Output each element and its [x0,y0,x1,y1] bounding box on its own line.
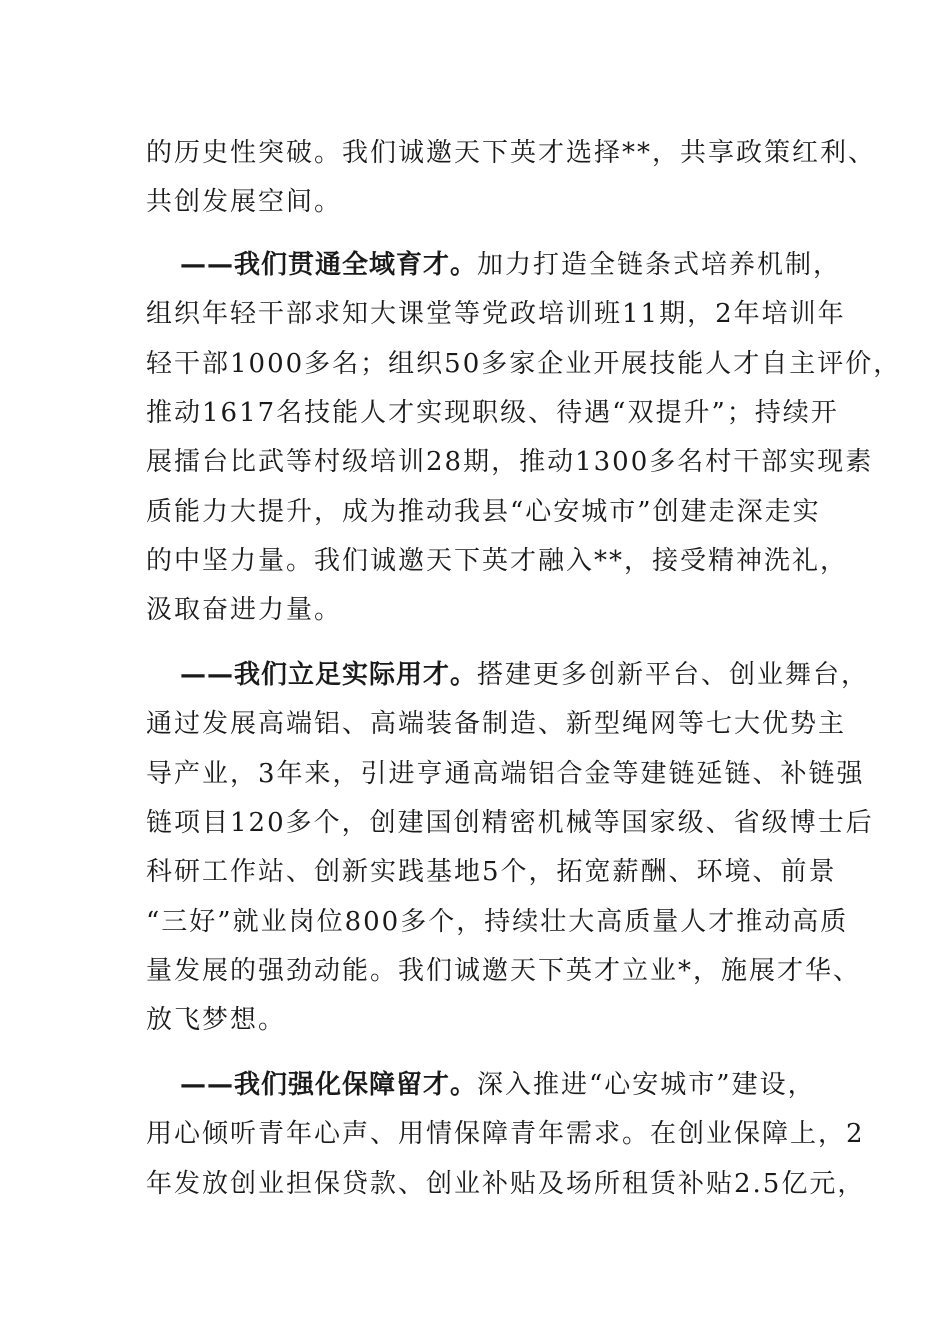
text-line: 通过发展高端铝、高端装备制造、新型绳网等七大优势主 [146,709,847,739]
text-line: 共创发展空间。 [146,187,343,217]
text-line: 用心倾听青年心声、用情保障青年需求。在创业保障上，2 [146,1119,865,1149]
text-run: 深入推进“心安城市”建设， [477,1070,816,1100]
text-line: 的历史性突破。我们诚邀天下英才选择**，共享政策红利、 [146,138,877,168]
section-heading: ——我们贯通全域育才。 [180,250,478,280]
text-run: 搭建更多创新平台、创业舞台， [477,660,870,690]
section-heading: ——我们立足实际用才。 [180,660,478,690]
text-line: 组织年轻干部求知大课堂等党政培训班11期，2年培训年 [146,299,846,329]
text-line: 导产业，3年来，引进亨通高端铝合金等建链延链、补链强 [146,759,865,789]
text-line: 放飞梦想。 [146,1005,287,1035]
text-line: 的中坚力量。我们诚邀天下英才融入**，接受精神洗礼， [146,546,849,576]
text-run: 加力打造全链条式培养机制， [477,250,842,280]
text-line: 量发展的强劲动能。我们诚邀天下英才立业*，施展才华、 [146,956,862,986]
text-line: 轻干部1000多名；组织50多家企业开展技能人才自主评价， [146,349,902,379]
paragraph-first-line [180,245,841,285]
text-line: 质能力大提升，成为推动我县“心安城市”创建走深走实 [146,497,821,527]
text-line: 展擂台比武等村级培训28期，推动1300多名村干部实现素 [146,447,874,477]
section-heading: ——我们强化保障留才。 [180,1070,478,1100]
text-line: 汲取奋进力量。 [146,595,343,625]
text-line: 链项目120多个，创建国创精密机械等国家级、省级博士后 [146,808,874,838]
paragraph-first-line [180,1065,816,1105]
text-line: “三好”就业岗位800多个，持续壮大高质量人才推动高质 [146,907,849,937]
text-line: 年发放创业担保贷款、创业补贴及场所租赁补贴2.5亿元， [146,1169,866,1199]
paragraph-first-line [180,655,869,695]
text-line: 科研工作站、创新实践基地5个，拓宽薪酬、环境、前景 [146,857,837,887]
text-line: 推动1617名技能人才实现职级、待遇“双提升”；持续开 [146,398,839,428]
